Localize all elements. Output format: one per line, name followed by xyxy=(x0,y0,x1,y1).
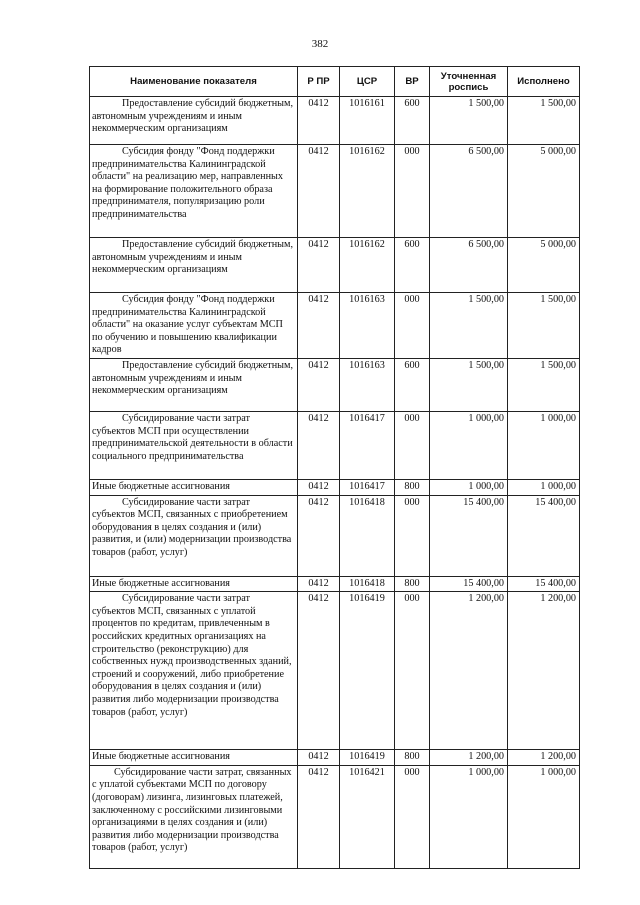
row-done: 1 000,00 xyxy=(508,480,580,496)
col-header-csr: ЦСР xyxy=(340,67,395,97)
table-row xyxy=(90,145,580,238)
row-rpr: 0412 xyxy=(298,495,340,576)
row-done: 1 500,00 xyxy=(508,97,580,145)
row-plan: 1 200,00 xyxy=(430,592,508,750)
row-vr: 000 xyxy=(395,293,430,359)
row-name: Предоставление субсидий бюджетным, автономным учреждениям и иным некоммерческим организациям xyxy=(90,97,298,145)
row-name: Субсидия фонду "Фонд поддержки предпринимательства Калининградской области" на реализацию мер, направленных на формирование положительного образа предпринимателя, популяризацию роли предпринимательства xyxy=(90,145,298,238)
row-plan: 1 500,00 xyxy=(430,97,508,145)
row-vr: 600 xyxy=(395,97,430,145)
table-row xyxy=(90,97,580,145)
table-row xyxy=(90,238,580,293)
row-plan: 1 000,00 xyxy=(430,765,508,868)
row-name: Предоставление субсидий бюджетным, автономным учреждениям и иным некоммерческим организациям xyxy=(90,359,298,412)
row-rpr: 0412 xyxy=(298,97,340,145)
col-header-plan: Уточненная роспись xyxy=(430,67,508,97)
row-done: 5 000,00 xyxy=(508,145,580,238)
row-name: Субсидирование части затрат субъектов МСП, связанных с уплатой процентов по кредитам, привлеченным в российских кредитных организациях на строительство (реконструкцию) для собственных нужд производственных зданий, строений и сооружений, либо приобретение оборудования в целях создания и (или) развития либо модернизации производства товаров (работ, услуг) xyxy=(90,592,298,750)
table-row xyxy=(90,765,580,868)
row-name: Субсидия фонду "Фонд поддержки предпринимательства Калининградской области" на оказание услуг субъектам МСП по обучению и повышению квалификации кадров xyxy=(90,293,298,359)
row-csr: 1016162 xyxy=(340,238,395,293)
row-csr: 1016163 xyxy=(340,359,395,412)
row-plan: 1 200,00 xyxy=(430,750,508,766)
row-done: 15 400,00 xyxy=(508,495,580,576)
row-csr: 1016421 xyxy=(340,765,395,868)
table-row xyxy=(90,412,580,480)
row-csr: 1016417 xyxy=(340,480,395,496)
row-rpr: 0412 xyxy=(298,359,340,412)
table-row xyxy=(90,576,580,592)
row-plan: 6 500,00 xyxy=(430,238,508,293)
row-vr: 000 xyxy=(395,495,430,576)
col-header-name: Наименование показателя xyxy=(90,67,298,97)
row-csr: 1016418 xyxy=(340,495,395,576)
row-plan: 1 500,00 xyxy=(430,293,508,359)
row-csr: 1016417 xyxy=(340,412,395,480)
row-vr: 000 xyxy=(395,765,430,868)
row-rpr: 0412 xyxy=(298,765,340,868)
row-vr: 000 xyxy=(395,592,430,750)
table-row xyxy=(90,592,580,750)
row-plan: 6 500,00 xyxy=(430,145,508,238)
row-rpr: 0412 xyxy=(298,592,340,750)
row-plan: 15 400,00 xyxy=(430,576,508,592)
budget-table xyxy=(89,66,580,869)
table-row xyxy=(90,495,580,576)
row-csr: 1016162 xyxy=(340,145,395,238)
row-csr: 1016419 xyxy=(340,750,395,766)
row-rpr: 0412 xyxy=(298,412,340,480)
row-name: Субсидирование части затрат, связанных с уплатой субъектами МСП по договору (договорам) лизинга, лизинговых платежей, заключенному с российскими лизинговыми организациями в целях создания и (или) развития либо модернизации производства товаров (работ, услуг) xyxy=(90,765,298,868)
row-plan: 15 400,00 xyxy=(430,495,508,576)
row-name: Иные бюджетные ассигнования xyxy=(90,750,298,766)
row-done: 1 500,00 xyxy=(508,359,580,412)
table-row xyxy=(90,750,580,766)
row-vr: 800 xyxy=(395,480,430,496)
row-name: Иные бюджетные ассигнования xyxy=(90,480,298,496)
row-vr: 000 xyxy=(395,412,430,480)
row-rpr: 0412 xyxy=(298,480,340,496)
page-number: 382 xyxy=(311,38,329,50)
row-vr: 000 xyxy=(395,145,430,238)
row-done: 1 000,00 xyxy=(508,412,580,480)
row-name: Субсидирование части затрат субъектов МСП, связанных с приобретением оборудования в целях создания и (или) развития, и (или) модернизации производства товаров (работ, услуг) xyxy=(90,495,298,576)
row-vr: 600 xyxy=(395,359,430,412)
row-done: 5 000,00 xyxy=(508,238,580,293)
row-done: 1 200,00 xyxy=(508,592,580,750)
row-rpr: 0412 xyxy=(298,145,340,238)
row-rpr: 0412 xyxy=(298,293,340,359)
row-name: Субсидирование части затрат субъектов МСП при осуществлении предпринимательской деятельности в области социального предпринимательства xyxy=(90,412,298,480)
row-rpr: 0412 xyxy=(298,576,340,592)
col-header-rpr: Р ПР xyxy=(298,67,340,97)
row-plan: 1 500,00 xyxy=(430,359,508,412)
row-csr: 1016161 xyxy=(340,97,395,145)
table-row xyxy=(90,480,580,496)
row-done: 15 400,00 xyxy=(508,576,580,592)
col-header-vr: ВР xyxy=(395,67,430,97)
table-header-row xyxy=(90,67,580,97)
row-name: Предоставление субсидий бюджетным, автономным учреждениям и иным некоммерческим организациям xyxy=(90,238,298,293)
row-csr: 1016419 xyxy=(340,592,395,750)
col-header-done: Исполнено xyxy=(508,67,580,97)
row-vr: 800 xyxy=(395,750,430,766)
table-row xyxy=(90,359,580,412)
row-rpr: 0412 xyxy=(298,238,340,293)
row-vr: 800 xyxy=(395,576,430,592)
row-csr: 1016163 xyxy=(340,293,395,359)
row-done: 1 200,00 xyxy=(508,750,580,766)
row-done: 1 000,00 xyxy=(508,765,580,868)
row-plan: 1 000,00 xyxy=(430,412,508,480)
row-plan: 1 000,00 xyxy=(430,480,508,496)
row-done: 1 500,00 xyxy=(508,293,580,359)
row-name: Иные бюджетные ассигнования xyxy=(90,576,298,592)
row-csr: 1016418 xyxy=(340,576,395,592)
row-vr: 600 xyxy=(395,238,430,293)
table-row xyxy=(90,293,580,359)
row-rpr: 0412 xyxy=(298,750,340,766)
